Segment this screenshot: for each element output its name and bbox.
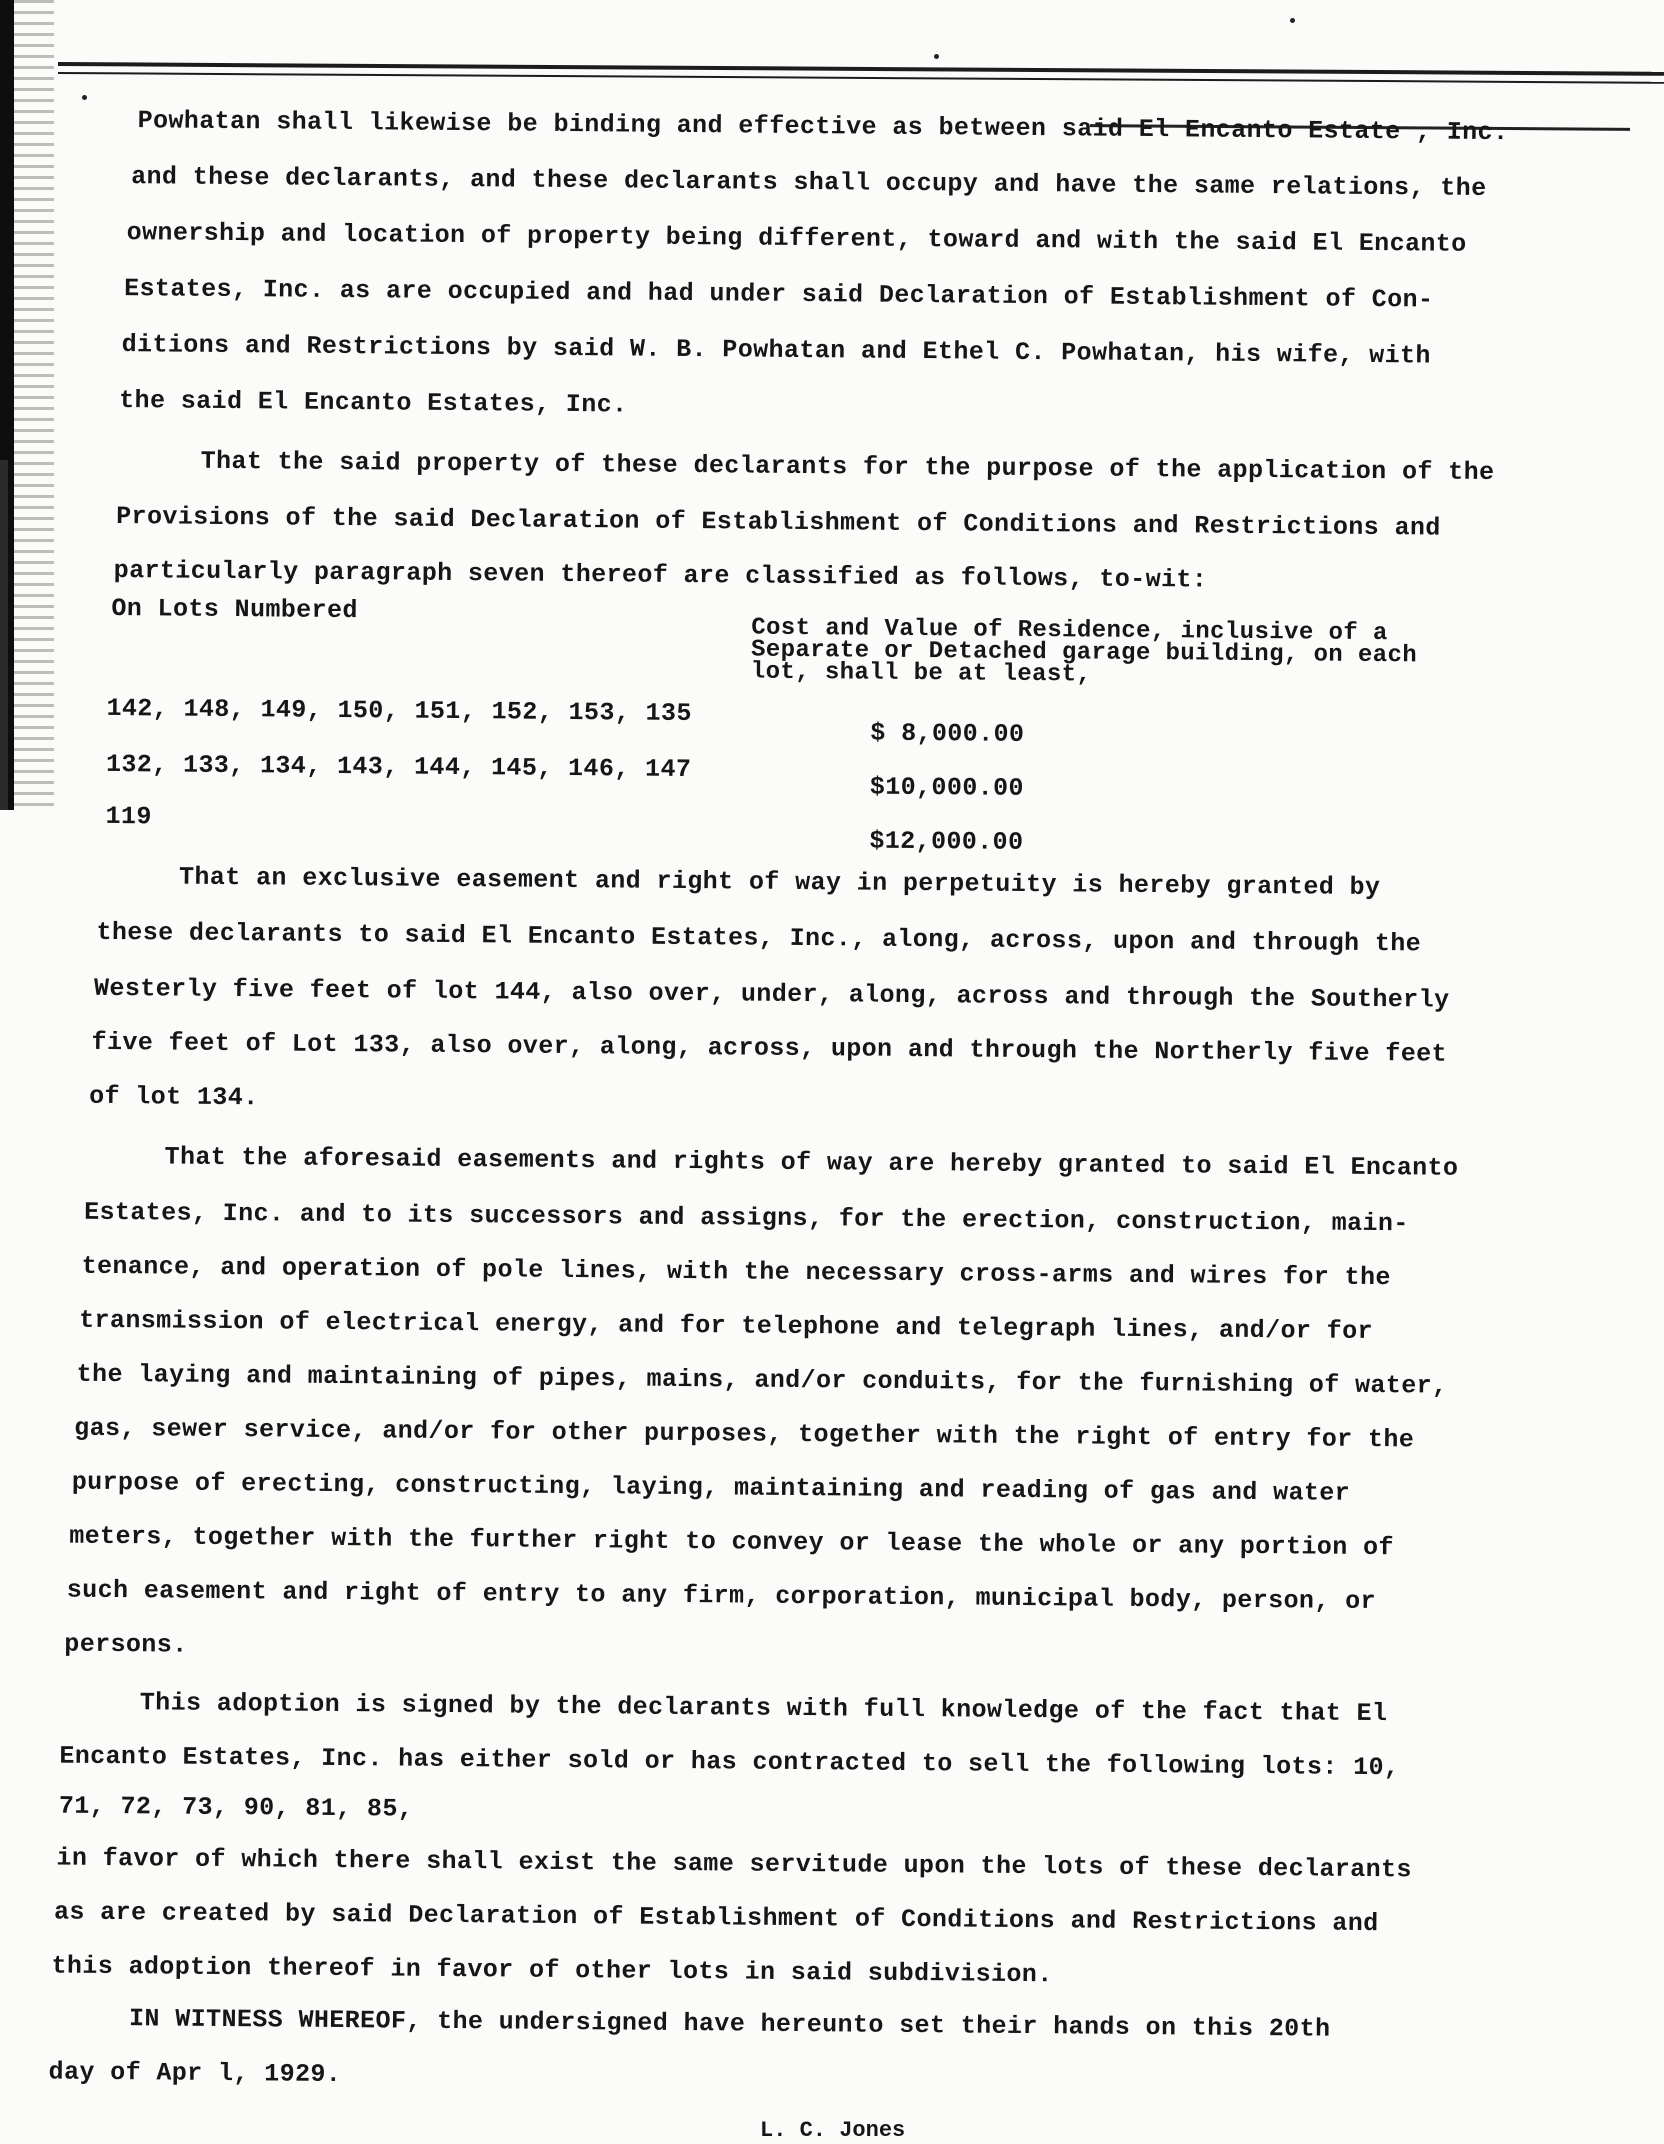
lots-row-numbers: 119: [105, 801, 152, 832]
paragraph-4-line: tenance, and operation of pole lines, with the necessary cross-arms and wires for the: [81, 1251, 1391, 1293]
paragraph-4-line: transmission of electrical energy, and for telephone and telegraph lines, and/or for: [79, 1305, 1374, 1347]
scan-speck: [82, 95, 87, 100]
paragraph-1-line: and these declarants, and these declarants shall occupy and have the same relations, the: [131, 162, 1487, 203]
lots-row-numbers: 142, 148, 149, 150, 151, 152, 153, 135: [106, 693, 692, 729]
paragraph-4-line: persons.: [64, 1629, 188, 1660]
paragraph-4-line: gas, sewer service, and/or for other purposes, together with the right of entry for the: [74, 1413, 1415, 1455]
paragraph-4-line: Estates, Inc. and to its successors and assigns, for the erection, construction, main-: [83, 1197, 1409, 1239]
scan-edge-shadow-lower: [0, 460, 8, 810]
paragraph-5-line: as are created by said Declaration of Establishment of Conditions and Restrictions and: [53, 1897, 1379, 1939]
paragraph-3-line: these declarants to said El Encanto Estates, Inc., along, across, upon and through the: [96, 917, 1422, 959]
lots-row-amount: $12,000.00: [869, 826, 1024, 857]
document-text: [9, 0, 1664, 2090]
lots-row-amount: $10,000.00: [869, 772, 1025, 803]
paragraph-1-line: Powhatan shall likewise be binding and effective as between said El Encanto Estate , Inc.: [137, 106, 1509, 148]
value-header: Cost and Value of Residence, inclusive of a Separate or Detached garage building, on each lot, shall be at least,: [750, 614, 1418, 689]
signature: L. C. Jones: [760, 2118, 906, 2143]
paragraph-5-line: this adoption thereof in favor of other lots in said subdivision.: [51, 1951, 1053, 1990]
paragraph-2-line: Provisions of the said Declaration of Establishment of Conditions and Restrictions and: [116, 502, 1441, 543]
paragraph-5-line: This adoption is signed by the declarants with full knowledge of the fact that El: [139, 1688, 1388, 1729]
paragraph-6-line: IN WITNESS WHEREOF, the undersigned have hereunto set their hands on this 20th: [128, 2004, 1331, 2044]
paragraph-4-line: such easement and right of entry to any firm, corporation, municipal body, person, or: [66, 1575, 1377, 1617]
paragraph-3-line: five feet of Lot 133, also over, along, across, upon and through the Northerly five feet: [91, 1027, 1448, 1069]
paragraph-4-line: That the aforesaid easements and rights of way are hereby granted to said El Encanto: [164, 1142, 1459, 1183]
lots-header: On Lots Numbered: [111, 593, 358, 626]
paragraph-4-line: the laying and maintaining of pipes, mains, and/or conduits, for the furnishing of water,: [76, 1359, 1448, 1401]
lots-row-numbers: 132, 133, 134, 143, 144, 145, 146, 147: [105, 749, 692, 785]
paragraph-3-line: That an exclusive easement and right of way in perpetuity is hereby granted by: [178, 862, 1381, 903]
paragraph-2-line: particularly paragraph seven thereof are classified as follows, to-wit:: [113, 555, 1208, 595]
paragraph-5-line: 71, 72, 73, 90, 81, 85,: [58, 1791, 414, 1824]
paragraph-1-line: ownership and location of property being different, toward and with the said El Encanto: [126, 218, 1467, 259]
scan-speck: [934, 54, 939, 59]
paragraph-3-line: of lot 134.: [89, 1081, 259, 1113]
paragraph-1-line: the said El Encanto Estates, Inc.: [119, 386, 628, 420]
paragraph-5-line: in favor of which there shall exist the same servitude upon the lots of these declarants: [56, 1843, 1412, 1885]
paragraph-4-line: purpose of erecting, constructing, laying, maintaining and reading of gas and water: [71, 1467, 1351, 1508]
paragraph-4-line: meters, together with the further right to convey or lease the whole or any portion of: [69, 1521, 1394, 1563]
paragraph-5-line: Encanto Estates, Inc. has either sold or has contracted to sell the following lots: 10,: [59, 1741, 1400, 1783]
lots-row-amount: $ 8,000.00: [870, 718, 1025, 749]
scan-edge-noise: [14, 0, 54, 810]
scan-speck: [1290, 18, 1295, 23]
paragraph-2-line: That the said property of these declarants for the purpose of the application of the: [200, 446, 1495, 488]
paragraph-3-line: Westerly five feet of lot 144, also over, under, along, across and through the Southerly: [93, 973, 1450, 1015]
paragraph-6-line: day of Apr l, 1929.: [48, 2057, 342, 2090]
paragraph-1-line: ditions and Restrictions by said W. B. Powhatan and Ethel C. Powhatan, his wife, with: [121, 330, 1431, 371]
paragraph-1-line: Estates, Inc. as are occupied and had under said Declaration of Establishment of Con-: [124, 274, 1434, 315]
